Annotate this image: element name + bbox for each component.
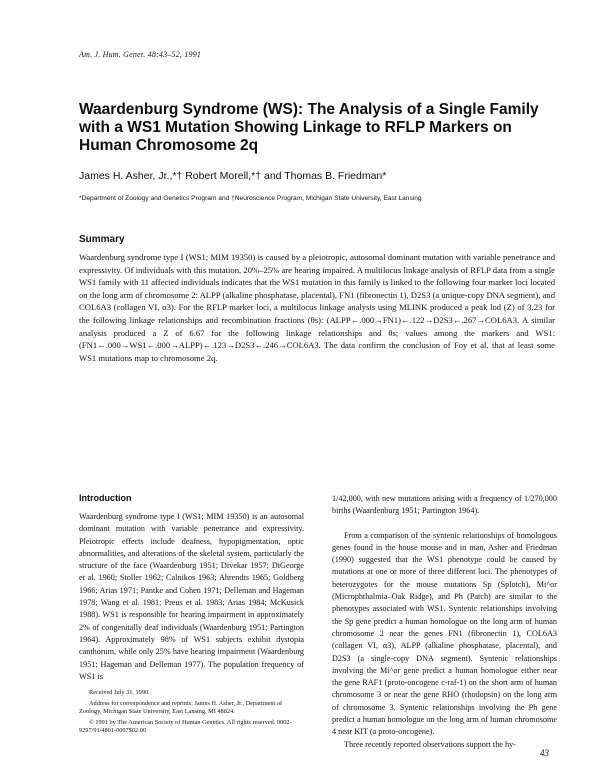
intro-paragraph-1-continued: 1/42,000, with new mutations arising with a frequency of 1/270,000 births (Waardenburg 1951; Partington 1964). xyxy=(332,494,557,516)
summary-text: Waardenburg syndrome type I (WS1; MIM 19350) is caused by a pleiotropic, autosomal dominant mutation with variable penetrance and expressivity. Of individuals with this mutation, 20%–25% are hearing impaired. A multilocus linkage analysis of RFLP data from a single WS1 family with 11 affected individuals indicates that the WS1 mutation in this family is linked to the following four marker loci located on the long arm of chromosome 2: ALPP (alkaline phosphatase, placental), FN1 (fibronectin 1), D2S3 (a unique-copy DNA segment), and COL6A3 (collagen VI, α3). For the RFLP marker loci, a multilocus linkage analysis using MLINK produced a peak lod (Z) of 3.23 for the following linkage relationships and recombination fractions (θs): (ALPP←.000→FN1)←.122→D2S3←.267→COL6A3. A similar analysis produced a Z of 6.67 for the following linkage relationships and θs; values among the markers and WS1: (FN1←.000→WS1←.000→ALPP)←.123→D2S3←.246→COL6A3. The data confirm the conclusion of Foy et al. that at least some WS1 mutations map to chromosome 2q. xyxy=(79,252,555,363)
intro-paragraph-2: From a comparison of the syntenic relationships of homologous genes found in the house mouse and in man, Asher and Friedman (1990) suggested that the WS1 phenotype could be caused by mutations at one or more of three different loci. The phenotypes of heterozygotes for the mouse mutations Sp (Splotch), Mi^or (Microphthalmia–Oak Ridge), and Ph (Patch) are similar to the phenotypes associated with WS1. Syntenic relationships involving the Sp gene predict a human homologue on the long arm of human chromosome 2 near the genes FN1 (fibronectin 1), COL6A3 (collagen VI, α3), ALPP (alkaline phosphatase, placental), and D2S3 (a single-copy DNA segment). Syntenic relationships involving the Mi^or gene predict a human homologue either near the gene RAF1 (proto-oncogene c-raf-1) on the short arm of human chromosome 3 or near the gene RHO (rhodopsin) on the long arm of chromosome 3. Syntenic relationships involving the Ph gene predict a human homologue on the long arm of human chromosome 4 near KIT (a proto-oncogene). xyxy=(332,530,557,737)
journal-reference: Am. J. Hum. Genet. 48:43–52, 1991 xyxy=(79,50,202,59)
left-column xyxy=(79,511,304,683)
copyright-note: © 1991 by The American Society of Human Genetics. All rights reserved. 0002-9297/91/4801-0007$02.00 xyxy=(79,718,292,735)
affiliation: *Department of Zoology and Genetics Program and †Neuroscience Program, Michigan State University, East Lansing xyxy=(79,195,422,202)
intro-paragraph-1: Waardenburg syndrome type I (WS1; MIM 19350) is an autosomal dominant mutation with variable penetrance and expressivity. Pleiotropic effects include deafness, hypopigmentation, optic abnormalities, and alterations of the skeletal system, particularly the structure of the face (Waardenburg 1951; Divekar 1957; DiGeorge et al. 1960; Stoller 1962; Calnikos 1963; Ahrendts 1965; Goldberg 1966; Arias 1971; Pantke and Cohen 1971; Delleman and Hageman 1978; Wang et al. 1981; Preus et al. 1983; Arias 1984; McKusick 1988). WS1 is responsible for hearing impairment in approximately 2% of congenitally deaf individuals (Waardenburg 1951; Partington 1964). Approximately 98% of WS1 subjects exhibit dystopia canthorum, while only 25% have hearing impairment (Waardenburg 1951; Hageman and Delleman 1977). The population frequency of WS1 is xyxy=(79,512,304,681)
author-list: James H. Asher, Jr.,*† Robert Morell,*† and Thomas B. Friedman* xyxy=(79,170,387,182)
page-number: 43 xyxy=(540,748,549,758)
summary-heading: Summary xyxy=(79,234,125,245)
footnotes xyxy=(79,689,304,736)
right-column xyxy=(332,493,557,751)
introduction-heading: Introduction xyxy=(79,493,132,503)
correspondence-note: Address for correspondence and reprints: James H. Asher, Jr., Department of Zoology, Michigan State University, East Lansing, MI 48824. xyxy=(79,699,283,716)
paper-title: Waardenburg Syndrome (WS): The Analysis of a Single Family with a WS1 Mutation Showing Linkage to RFLP Markers on Human Chromosome 2q xyxy=(79,101,539,154)
received-note: Received July 31, 1990. xyxy=(89,689,150,696)
intro-paragraph-3: Three recently reported observations support the hy- xyxy=(344,739,516,749)
